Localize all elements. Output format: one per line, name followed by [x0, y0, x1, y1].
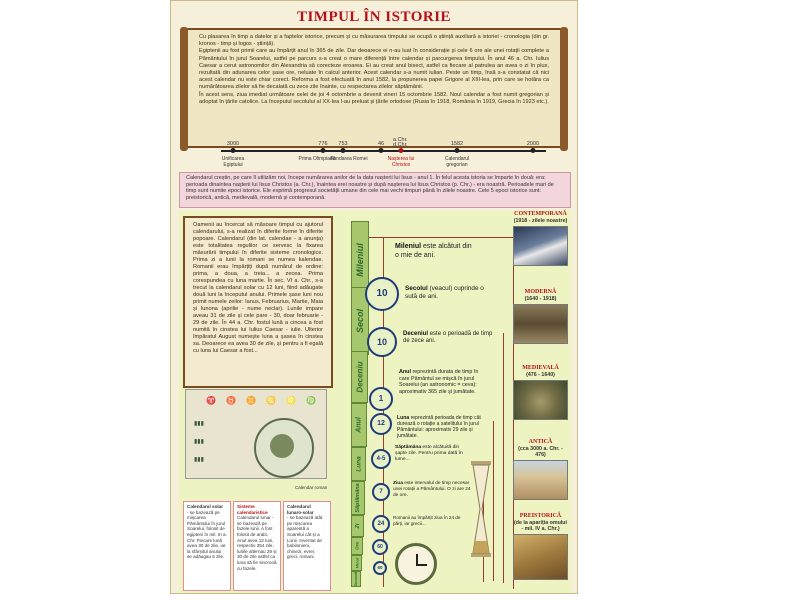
zodiac-icon: ♉ [226, 396, 236, 405]
timeline-label: Prima Olimpiadă [298, 156, 336, 162]
poster [170, 0, 578, 594]
unit-term: Luna [397, 415, 410, 421]
timeline-dot [455, 148, 460, 153]
timeline-year: 776 [318, 141, 328, 147]
zodiac-icon: ♍ [306, 396, 316, 405]
timeline-year: a.Chr. d.Chr. [393, 137, 408, 148]
battle-painting-image [513, 304, 568, 344]
unit-count: 7 [372, 483, 390, 501]
epoch-contemporary [513, 211, 568, 266]
epoch-prehistoric [513, 513, 568, 580]
calendar-columns-icon: ▮▮▮ [194, 457, 204, 463]
unit-text: reprezintă perioada de timp cât durează o rotație a satelitului în jurul Pământului: aproximativ 29 zile și jumătate. [397, 415, 481, 440]
timeline-year: 2000 [526, 141, 540, 147]
zodiac-icon: ♋ [266, 396, 276, 405]
timeline-dot [231, 148, 236, 153]
timeline-dot [379, 148, 384, 153]
timeline-label: Calendarul gregorian [444, 156, 470, 168]
calendar-scroll [183, 216, 333, 388]
unit-term: Deceniul [403, 331, 429, 337]
band-minute [351, 555, 362, 571]
unit-term: Anul [399, 369, 411, 375]
epoch-name: PREISTORICĂ [519, 513, 562, 519]
band-second [351, 571, 361, 587]
epoch-dates: (476 - 1640) [526, 371, 555, 378]
calendar-box-lunisolar [283, 501, 331, 591]
unit-text: reprezintă durata de timp în care Pământul se mișcă în jurul Soarelui (an astronomic = ceva): aproximativ 365 zile și jumătate. [399, 369, 479, 395]
timeline-label: Nașterea lui Christos [387, 156, 415, 168]
unit-description: Romanii au împărțit ziua în 24 de părți, iar grecii... [393, 515, 461, 526]
epoch-dates: (1640 - 1918) [524, 295, 557, 302]
unit-description [397, 415, 485, 439]
calendar-box-lunar [233, 501, 281, 591]
medieval-fortress-image [513, 380, 568, 420]
unit-description [395, 445, 465, 463]
epoch-dates: (1918 - zilele noastre) [513, 217, 568, 224]
unit-count: 60 [373, 561, 387, 575]
epoch-medieval [513, 365, 568, 420]
epoch-name: MODERNĂ [524, 289, 557, 295]
band-label: Secol [355, 308, 365, 334]
unit-count: 10 [367, 327, 397, 357]
cave-painting-image [513, 534, 568, 580]
eras-explanation: Calendarul creștin, pe care îl utilizăm noi, începe numărarea anilor de la data nașterii lui Iisus - anul 1. În felul acesta istoria se împarte în două: era: perioada dinaintea nașterii lui Iisus Christos (a. Chr.), înaintea erei noastre și după nașterea lui Iisus Christos (p. Chr.) - era noastră. Perioadele mari de timp sunt numite epoci istorice. Ele exprimă progresul societății umane din cele mai vechi timpuri până în zilele noastre. Cele 5 epoci istorice sunt: preistorică, antică, medievală, modernă și contemporană. [179, 172, 571, 208]
unit-text: este intervalul de timp necesar unei rotații a Pământului. O zi are 24 de ore. [393, 481, 471, 498]
clock-icon [395, 543, 437, 585]
calendar-box-title: Sisteme calendaristice [237, 504, 268, 515]
band-year [351, 403, 367, 447]
calendar-box-solar [183, 501, 231, 591]
band-decade [351, 351, 368, 403]
timeline-dot [321, 148, 326, 153]
unit-count: 12 [370, 413, 392, 435]
intro-paragraph-2: Egiptenii au fost primii care au împărțit anul în 365 de zile. Dar deoarece ei n-au luat în considerație și cele 6 ore ale unei rotații complete a Pământului în jurul Soarelui, astfel pe parcurs s-a creat o mare diferență între calendar și parcurgerea timpului. În anul 46 a. Chr. Iulius Caesar a cerut astronomilor din Alexandria să corecteze eroarea. Ei au creat anul bisect, astfel ca fiecare al patrulea an avea o zi în plus, rezultată din adunarea celor șase ore, neluate în calcul anterior. Acest calendar s-a numit iulian. Peste un timp, însă s-a constatat că nici acest calendar nu este chiar corect. Reforma a fost efectuată în anul 1582, la propunerea papei Grigore al XIII-lea, prin care se hotăra ca numărătoarea zilelor să fie decalată cu zece zile înainte, cu respectarea zilelor săptămânii. [199, 48, 549, 91]
unit-count: 24 [372, 515, 390, 533]
colosseum-image [513, 460, 568, 500]
intro-paragraph-3: În acest sens, ziua imediat următoare celei de joi 4 octombrie a devenit vineri 15 octombrie 1582. Noul calendar a fost numit gregorian și adoptat în țările catolice. La începutul secolului al XX-lea l-au preluat și țările ortodoxe (Rusia în 1918, România în 1919, Grecia în 1923 etc.). [199, 91, 549, 105]
unit-description [405, 285, 485, 300]
sun-icon [270, 434, 294, 458]
timeline-year: 3000 [226, 141, 240, 147]
band-hour [351, 537, 363, 555]
unit-text: este o perioadă de timp de zece ani. [403, 331, 493, 345]
unit-term: Ziua [393, 481, 403, 486]
timeline-year: 753 [338, 141, 348, 147]
hourglass-icon [469, 461, 493, 557]
band-day [351, 515, 364, 537]
unit-count: 4-5 [371, 449, 391, 469]
intro-paragraph-1: Cu plasarea în timp a datelor și a faptelor istorice, precum și cu măsurarea timpului se ocupă o știință auxiliară a istoriei - cronologia (din gr. kronos - timp și logos - știință). [199, 34, 549, 48]
epoch-dates: (cca 3000 a. Chr. - 476) [518, 445, 563, 458]
calendar-box-text: - se bazează pe mișcarea Pământului în jurul Soarelui, folosit de egipteni în mil. III a. Chr. Fiecare lună avea 30 de zile, iar la sfârșitul anului se adăugau 5 zile. [187, 509, 227, 560]
unit-text: este alcătuită din șapte zile. Pentru prima dată în lume... [395, 445, 463, 462]
band-label: Ora [354, 542, 360, 550]
poster-title: TIMPUL ÎN ISTORIE [296, 9, 452, 25]
timeline [221, 137, 546, 171]
timeline-dot [399, 148, 404, 153]
timeline-dot [531, 148, 536, 153]
band-label: Săptămâna [355, 483, 361, 513]
unit-text: este alcătuit din o mie de ani. [395, 243, 472, 259]
band-week [351, 481, 365, 515]
calendar-box-text: - se bazează atât pe mișcarea aparentă a Soarelui cât și a Lunii. Inventat de babilonieni, chinezi, evrei, greci, romani. [287, 515, 323, 560]
unit-term: Mileniul [395, 243, 422, 250]
unit-count: 10 [365, 277, 399, 311]
timeline-year: 46 [377, 141, 385, 147]
astronaut-image [513, 226, 568, 266]
band-label: Minut [354, 557, 359, 569]
epoch-name: CONTEMPORANĂ [514, 211, 567, 217]
calendar-box-text: Calendarul lunar - se bazează pe fazele lunii. A fost folosit de arabi. Anul avea 12 luni, respectiv 354 zile, lunile alternau 29 și 30 de zile astfel ca luna să fie sincronă cu fazele. [237, 515, 277, 571]
zodiac-icon: ♈ [206, 396, 216, 405]
unit-term: Secolul [405, 285, 428, 292]
calendar-box-title: Calendarul lunaro-solar [287, 504, 314, 515]
connector-line [503, 333, 504, 583]
unit-description [393, 481, 473, 498]
epoch-modern [513, 289, 568, 344]
unit-description [395, 243, 475, 260]
zodiac-icon: ♊ [246, 396, 256, 405]
timeline-dot [341, 148, 346, 153]
band-label: Secundă [354, 571, 358, 587]
timeline-label: Fondarea Romei [330, 156, 368, 162]
calendar-columns-icon: ▮▮▮ [194, 439, 204, 445]
roman-calendar-image [185, 389, 327, 479]
timeline-label: Unificarea Egiptului [221, 156, 245, 168]
unit-description [399, 369, 485, 395]
band-label: Deceniu [355, 361, 364, 393]
band-label: Luna [355, 456, 362, 472]
connector-line [493, 421, 494, 581]
clock-minute-hand [416, 564, 427, 566]
band-label: Anul [355, 417, 363, 433]
epoch-ancient [513, 439, 568, 500]
unit-count: 1 [369, 387, 393, 411]
epoch-name: MEDIEVALĂ [522, 365, 559, 371]
unit-description [403, 331, 493, 345]
intro-scroll [185, 28, 563, 148]
band-label: Mileniul [355, 243, 365, 277]
calendar-box-title: Calendarul solar [187, 504, 223, 509]
unit-term: Săptămâna [395, 445, 422, 450]
epoch-dates: (de la apariția omului - mil. IV a. Chr.) [514, 519, 567, 532]
unit-count: 60 [372, 539, 388, 555]
calendar-columns-icon: ▮▮▮ [194, 421, 204, 427]
timeline-axis [221, 150, 546, 152]
band-label: Zi [354, 523, 361, 529]
epochs-column [513, 211, 568, 594]
connector-line [369, 237, 513, 238]
zodiac-icon: ♌ [286, 396, 296, 405]
calendar-caption: Calendar roman [295, 485, 328, 490]
calendar-text: Oamenii au încercat să măsoare timpul cu ajutorul calendarului, s-a realizat în diferite forme în diferite popoare. Calendarul (din lat. calendae - a anunța) este totalitatea regulilor ce servesc la fixarea măsurării timpului în diferite sisteme cronologice. Prima zi a lunii la romani se numea kalendae. Romanii erau împărțiți după numărul de ordine: prima, a doua, a treia... a zecea. Prima corespundea cu luna martie. În sec. VI a. Chr., s-a trecut la calendarul solar cu 12 luni, fiind adăugate două luni la începutul anului. Primele șase luni nou primit numele zeilor: Ianus, Februarius, Martie, Maia și Iunona (aprilie - nume neclar). Lunile impare aveau 31 de zile și cele pare - 30, doar februarie - 29 de zile. În 44 a. Chr. fostul lună a cincea a fost numită în cinstea lui Iulius Caesar - iulie. Ulterior împăratul August numește luna a șasea în cinstea sa. Deoarece ea avea 30 de zile, și pentru a fi egală cu luna lui Caesar a fost... [193, 222, 323, 354]
unit-text: (veacul) cuprinde o sută de ani. [405, 285, 484, 300]
band-month [351, 447, 366, 481]
epoch-name: ANTICĂ [528, 439, 553, 445]
timeline-year: 1582 [450, 141, 464, 147]
